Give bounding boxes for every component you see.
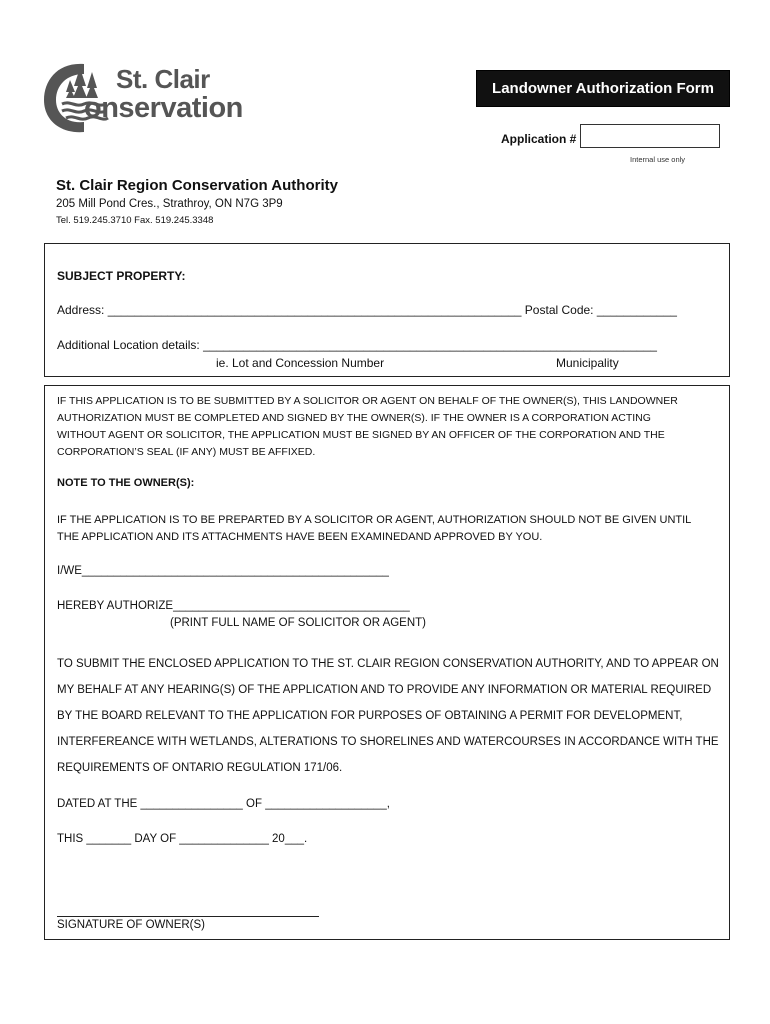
logo-text-line1: St. Clair: [116, 64, 210, 94]
organization-contact: Tel. 519.245.3710 Fax. 519.245.3348: [56, 215, 214, 226]
subject-property-heading: SUBJECT PROPERTY:: [57, 269, 186, 283]
internal-use-note: Internal use only: [630, 155, 686, 164]
submit-line: TO SUBMIT THE ENCLOSED APPLICATION TO THE ST. CLAIR REGION CONSERVATION AUTHORITY, AND TO APPEAR ON: [57, 658, 719, 670]
address-field[interactable]: Address: ______________________________________________________________ Postal Code: ____________: [57, 303, 677, 317]
intro-line: IF THIS APPLICATION IS TO BE SUBMITTED BY A SOLICITOR OR AGENT ON BEHALF OF THE OWNER(S), THIS LANDOWNER: [57, 395, 678, 407]
logo-text-line2: onservation: [84, 92, 243, 124]
intro-line: AUTHORIZATION MUST BE COMPLETED AND SIGNED BY THE OWNER(S). IF THE OWNER IS A CORPORATION ACTING: [57, 412, 651, 424]
signature-line[interactable]: [57, 916, 319, 917]
submit-line: REQUIREMENTS OF ONTARIO REGULATION 171/06.: [57, 762, 343, 774]
submit-line: INTERFEREANCE WITH WETLANDS, ALTERATIONS TO SHORELINES AND WATERCOURSES IN ACCORDANCE WITH THE: [57, 736, 719, 748]
location-details-field[interactable]: Additional Location details: ____________________________________________________________________: [57, 338, 657, 352]
intro-line: WITHOUT AGENT OR SOLICITOR, THE APPLICATION MUST BE SIGNED BY AN OFFICER OF THE CORPORATION AND THE: [57, 429, 665, 441]
organization-name: St. Clair Region Conservation Authority: [56, 177, 338, 194]
submit-line: MY BEHALF AT ANY HEARING(S) OF THE APPLICATION AND TO PROVIDE ANY INFORMATION OR MATERIAL REQUIRED: [57, 684, 712, 696]
organization-address: 205 Mill Pond Cres., Strathroy, ON N7G 3P9: [56, 198, 283, 210]
intro-line: CORPORATION’S SEAL (IF ANY) MUST BE AFFIXED.: [57, 446, 316, 458]
dated-at-field[interactable]: DATED AT THE ________________ OF ___________________,: [57, 798, 390, 810]
application-number-field[interactable]: [580, 124, 720, 148]
print-name-hint: (PRINT FULL NAME OF SOLICITOR OR AGENT): [170, 617, 427, 629]
note-heading: NOTE TO THE OWNER(S):: [57, 477, 195, 489]
signature-label: SIGNATURE OF OWNER(S): [57, 919, 206, 931]
application-label: Application #: [501, 132, 577, 146]
agent-name-field[interactable]: HEREBY AUTHORIZE_____________________________________: [57, 600, 410, 612]
submit-line: BY THE BOARD RELEVANT TO THE APPLICATION FOR PURPOSES OF OBTAINING A PERMIT FOR DEVELOPMENT,: [57, 710, 683, 722]
intro-paragraph: [57, 393, 678, 461]
note-line: THE APPLICATION AND ITS ATTACHMENTS HAVE BEEN EXAMINEDAND APPROVED BY YOU.: [57, 531, 543, 543]
form-title: Landowner Authorization Form: [476, 70, 730, 107]
note-paragraph: [57, 512, 691, 546]
owner-name-field[interactable]: I/WE________________________________________________: [57, 565, 389, 577]
this-day-field[interactable]: THIS _______ DAY OF ______________ 20___.: [57, 833, 308, 845]
st-clair-logo: [40, 58, 270, 138]
note-line: IF THE APPLICATION IS TO BE PREPARTED BY A SOLICITOR OR AGENT, AUTHORIZATION SHOULD NOT BE GIVEN UNTIL: [57, 514, 692, 526]
submit-paragraph: [57, 651, 719, 781]
municipality-hint: Municipality: [556, 356, 619, 370]
lot-concession-hint: ie. Lot and Concession Number: [216, 356, 385, 370]
